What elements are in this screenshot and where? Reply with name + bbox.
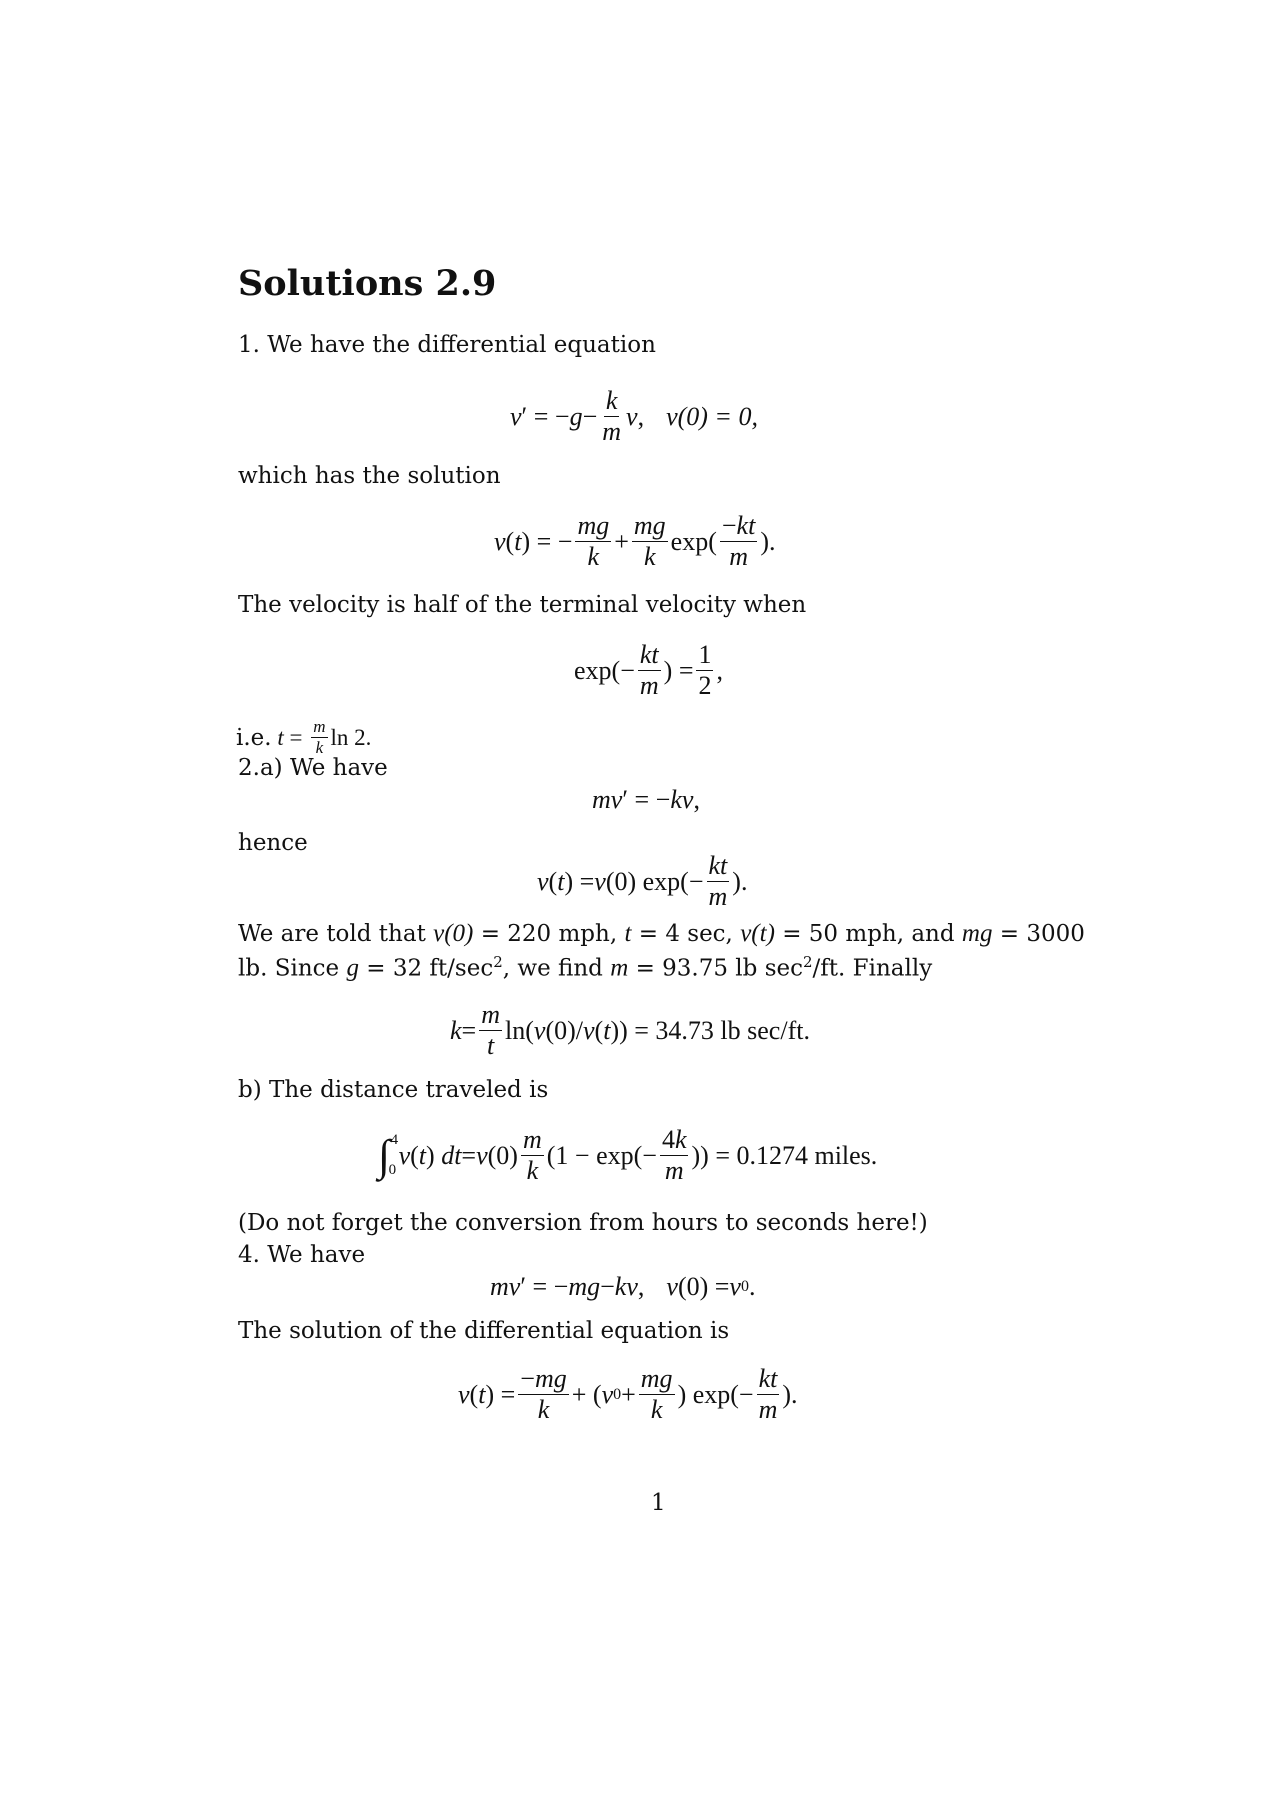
page-title: Solutions 2.9	[238, 263, 497, 304]
equation-6: k = $\frac{m}{t}$ ln( v (0)/ v ( t )) = 34.73 lb sec/ft.	[450, 1000, 810, 1061]
equation-1: v ′ = − g − $\frac{k}{m}$ v , v(0) = 0,	[510, 386, 758, 447]
initial-condition: v(0) = 0,	[666, 401, 758, 431]
finally-text: /ft. Finally	[812, 955, 933, 982]
equation-8: mv ′ = − mg − kv , v (0) = v 0 .	[490, 1272, 756, 1301]
ie-label: i.e.	[236, 724, 272, 751]
v0-value: = 220 mph,	[480, 921, 618, 947]
equation-7: ∫ 4 0 v ( t ) dt = v (0) $\frac{m}{k}$ (1 − exp(− $\frac{4k}{m}$ )) = 0.1274 miles.	[378, 1125, 878, 1186]
equation-5: v ( t ) = v (0) exp(− $\frac{kt}{m}$ ).	[537, 851, 748, 912]
told-text: We are told that	[238, 921, 426, 947]
distance-result: = 0.1274 miles.	[715, 1140, 878, 1170]
paragraph-5: 2.a) We have	[238, 755, 388, 781]
equation-3: exp(− $\frac{kt}{m}$ ) = $\frac{1}{2}$ ,	[574, 640, 723, 701]
paragraph-6: hence	[238, 830, 308, 856]
paragraph-2: which has the solution	[238, 463, 501, 489]
find-text: , we find	[502, 955, 603, 982]
t-value: = 4 sec,	[638, 921, 733, 947]
paragraph-11: 4. We have	[238, 1242, 366, 1268]
paragraph-1: 1. We have the differential equation	[238, 332, 656, 358]
page-number: 1	[651, 1490, 666, 1516]
paragraph-7: We are told that v(0) = 220 mph, t = 4 sec, v(t) = 50 mph, and mg = 3000	[238, 920, 1085, 947]
paragraph-12: The solution of the differential equation is	[238, 1318, 730, 1344]
vt-value: = 50 mph, and	[782, 921, 955, 947]
paragraph-10: (Do not forget the conversion from hours to seconds here!)	[238, 1210, 928, 1236]
since-text: lb. Since	[238, 955, 340, 982]
k-result: = 34.73 lb sec/ft.	[634, 1015, 810, 1045]
mg-value: = 3000	[999, 921, 1085, 947]
paragraph-4: i.e. t = $\frac{m}{k}$ ln 2.	[236, 717, 372, 758]
equation-2: v ( t ) = − $\frac{mg}{k}$ + $\frac{mg}{k}$ exp( $\frac{-kt}{m}$ ).	[494, 511, 776, 572]
integral-sign: ∫ 4 0	[378, 1131, 399, 1181]
equation-9: v ( t ) = $\frac{-mg}{k}$ + ( v 0 + $\frac{mg}{k}$ ) exp(− $\frac{kt}{m}$ ).	[458, 1364, 798, 1425]
paragraph-3: The velocity is half of the terminal velocity when	[238, 592, 807, 618]
g-value: = 32 ft/sec	[366, 955, 494, 982]
m-value: = 93.75 lb sec	[635, 955, 803, 982]
paragraph-9: b) The distance traveled is	[238, 1077, 549, 1103]
paragraph-8: lb. Since g = 32 $ft/\sec^2$, we find m = 93.75 lb $\sec^2/ft$. Finally	[238, 953, 933, 982]
equation-4: mv ′ = − kv ,	[592, 785, 700, 814]
